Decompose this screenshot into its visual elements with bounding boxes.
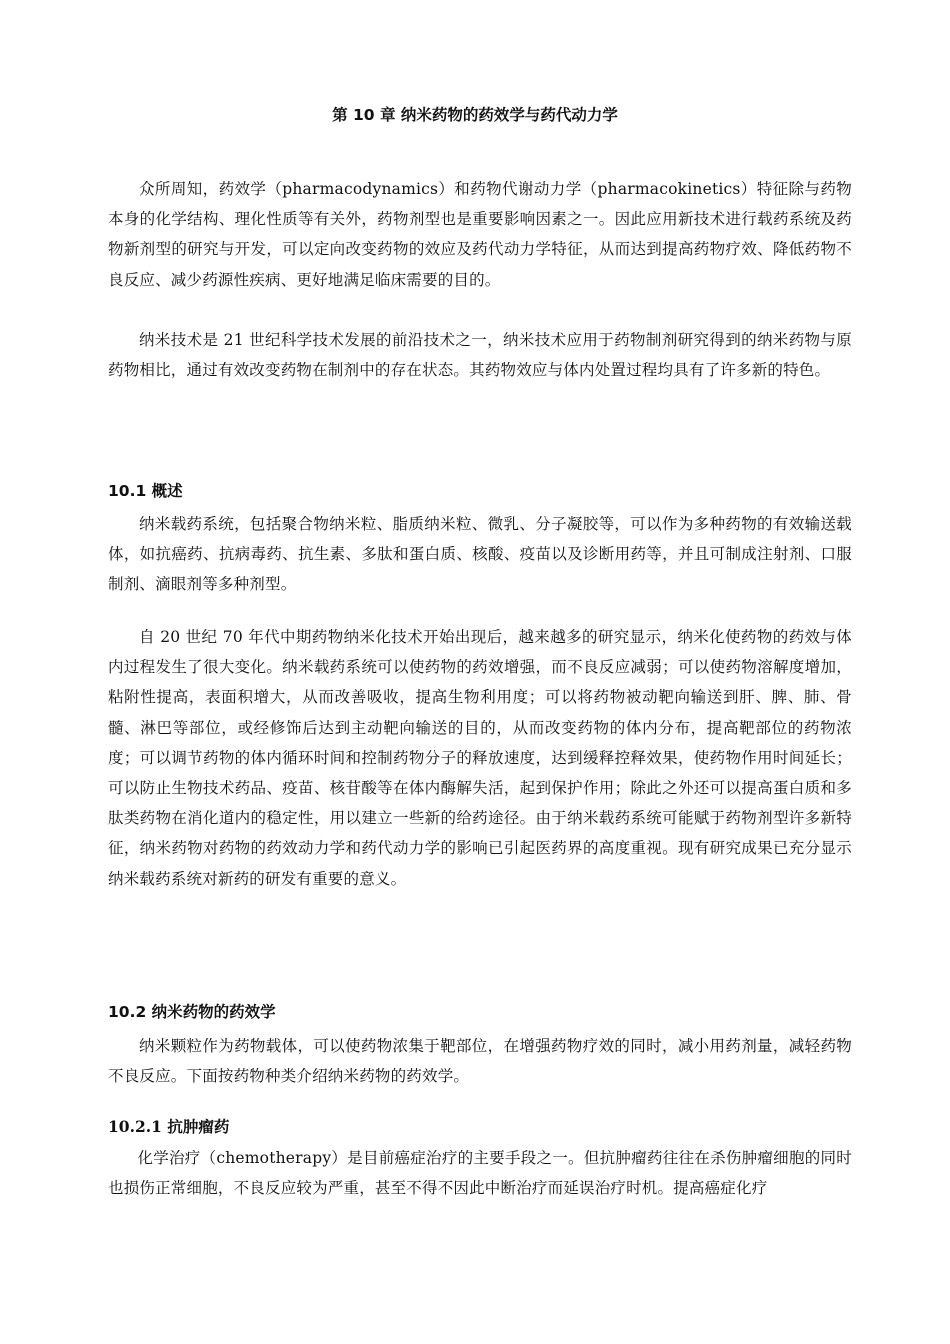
chapter-title: 第 10 章 纳米药物的药效学与药代动力学 <box>332 106 618 124</box>
section-10-2-heading: 10.2 纳米药物的药效学 <box>108 1003 276 1021</box>
section-10-2-1-paragraph-1: 化学治疗（chemotherapy）是目前癌症治疗的主要手段之一。但抗肿瘤药往往在杀伤肿瘤细胞的同时也损伤正常细胞，不良反应较为严重，甚至不得不因此中断治疗而延误治疗时机。提高癌症化疗 <box>108 1149 852 1198</box>
section-10-1-paragraph-1: 纳米载药系统，包括聚合物纳米粒、脂质纳米粒、微乳、分子凝胶等，可以作为多种药物的有效输送载体，如抗癌药、抗病毒药、抗生素、多肽和蛋白质、核酸、疫苗以及诊断用药等，并且可制成注射剂、口服制剂、滴眼剂等多种剂型。 <box>108 515 852 594</box>
section-10-1-heading: 10.1 概述 <box>108 482 183 500</box>
intro-paragraph-1: 众所周知，药效学（pharmacodynamics）和药物代谢动力学（pharmacokinetics）特征除与药物本身的化学结构、理化性质等有关外，药物剂型也是重要影响因素之一。因此应用新技术进行载药系统及药物新剂型的研究与开发，可以定向改变药物的效应及药代动力学特征，从而达到提高药物疗效、降低药物不良反应、减少药源性疾病、更好地满足临床需要的目的。 <box>108 180 852 289</box>
section-10-2-1-heading: 10.2.1 抗肿瘤药 <box>108 1117 230 1136</box>
section-10-2-paragraph-1: 纳米颗粒作为药物载体，可以使药物浓集于靶部位，在增强药物疗效的同时，减小用药剂量，减轻药物不良反应。下面按药物种类介绍纳米药物的药效学。 <box>108 1037 852 1086</box>
section-10-1-paragraph-2: 自 20 世纪 70 年代中期药物纳米化技术开始出现后，越来越多的研究显示，纳米化使药物的药效与体内过程发生了很大变化。纳米载药系统可以使药物的药效增强，而不良反应减弱；可以使药物溶解度增加，粘附性提高，表面积增大，从而改善吸收，提高生物利用度；可以将药物被动靶向输送到肝、脾、肺、骨髓、淋巴等部位，或经修饰后达到主动靶向输送的目的，从而改变药物的体内分布，提高靶部位的药物浓度；可以调节药物的体内循环时间和控制药物分子的释放速度，达到缓释控释效果，使药物作用时间延长；可以防止生物技术药品、疫苗、核苷酸等在体内酶解失活，起到保护作用；除此之外还可以提高蛋白质和多肽类药物在消化道内的稳定性，用以建立一些新的给药途径。由于纳米载药系统可能赋于药物剂型许多新特征，纳米药物对药物的药效动力学和药代动力学的影响已引起医药界的高度重视。现有研究成果已充分显示纳米载药系统对新药的研发有重要的意义。 <box>108 628 852 888</box>
intro-paragraph-2: 纳米技术是 21 世纪科学技术发展的前沿技术之一，纳米技术应用于药物制剂研究得到的纳米药物与原药物相比，通过有效改变药物在制剂中的存在状态。其药物效应与体内处置过程均具有了许多新的特色。 <box>108 331 852 380</box>
